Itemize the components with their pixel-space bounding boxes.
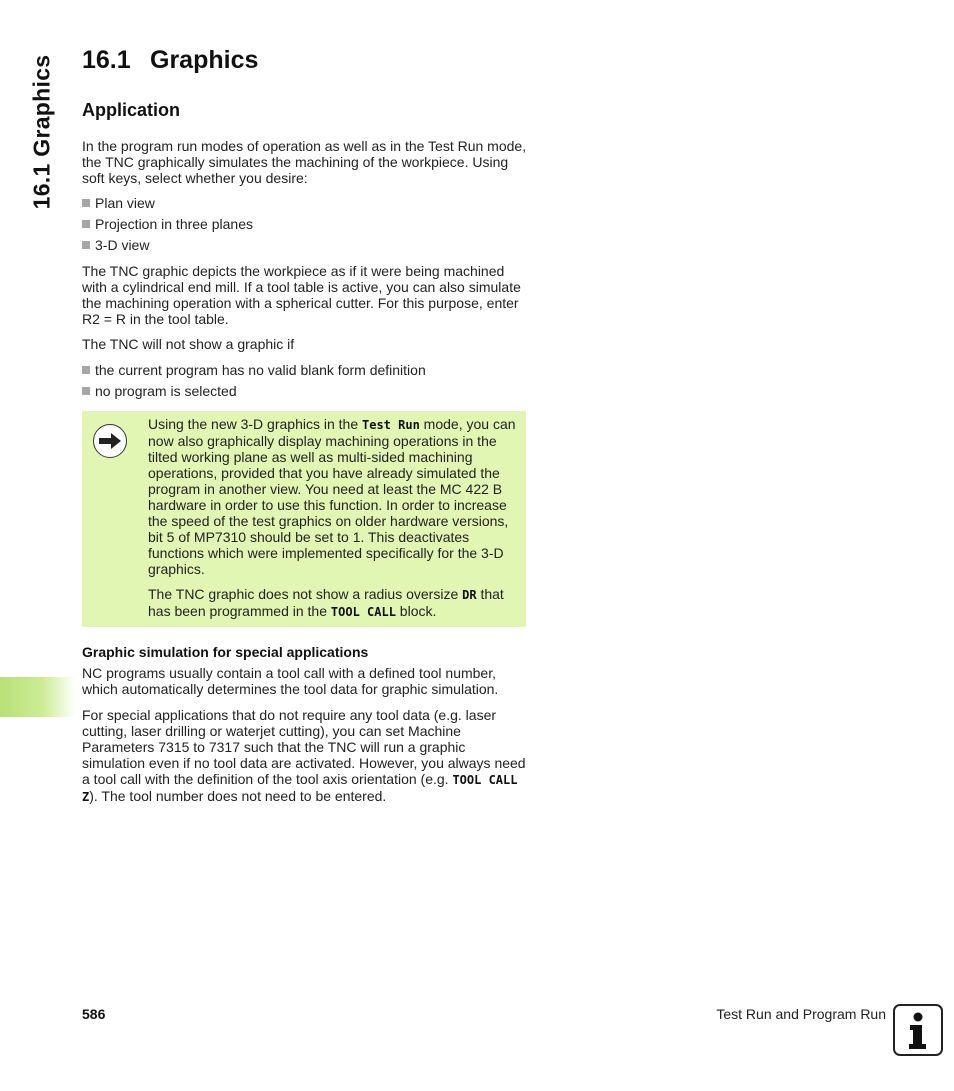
info-icon: [893, 1004, 943, 1056]
depiction-paragraph: The TNC graphic depicts the workpiece as if it were being machined with a cylindrical end mill. If a tool table is active, you can also simulate the machining operation with a spherical cutter. For this purpose, enter R2 = R in the tool table.: [82, 263, 521, 327]
chapter-title: Test Run and Program Run: [716, 1006, 886, 1022]
code-tool-call-z: TOOL CALL Z: [82, 773, 518, 804]
arrow-right-icon: [93, 424, 127, 458]
chapter-side-tab: [26, 44, 58, 220]
intro-paragraph: In the program run modes of operation as well as in the Test Run mode, the TNC graphically simulates the machining of the workpiece. Using soft keys, select whether you desire:: [82, 138, 527, 186]
bullet-square-icon: [82, 366, 90, 374]
list-item: Projection in three planes: [82, 216, 253, 232]
chapter-side-tab-label: 16.1 Graphics: [28, 54, 55, 210]
page-title: [82, 46, 258, 75]
code-tool-call: TOOL CALL: [330, 605, 396, 619]
special-paragraph-1: NC programs usually contain a tool call with a defined tool number, which automatically determines the tool data for graphic simulation.: [82, 665, 499, 697]
soft-key-test-run: Test Run: [362, 418, 420, 432]
note-box: [82, 411, 526, 627]
list-item: Plan view: [82, 195, 155, 211]
no-graphic-intro: The TNC will not show a graphic if: [82, 336, 295, 352]
bullet-square-icon: [82, 387, 90, 395]
note-paragraph-radius-oversize: The TNC graphic does not show a radius oversize DR that has been programmed in the TOOL CALL block.: [148, 586, 504, 619]
section-title: Graphics: [150, 46, 259, 74]
bullet-square-icon: [82, 220, 90, 228]
bullet-square-icon: [82, 199, 90, 207]
application-heading: Application: [82, 100, 180, 120]
special-applications-heading: Graphic simulation for special applications: [82, 644, 369, 660]
note-paragraph-3d-graphics: Using the new 3-D graphics in the Test Run mode, you can now also graphically display machining operations in the tilted working plane as well as multi-sided machining operations, provided that you have already simulated the program in another view. You need at least the MC 422 B hardware in order to use this function. In order to increase the speed of the test graphics on older hardware versions, bit 5 of MP7310 should be set to 1. This deactivates functions which were implemented specifically for the 3-D graphics.: [148, 416, 516, 577]
list-item: no program is selected: [82, 383, 237, 399]
section-number: 16.1: [82, 46, 131, 74]
bullet-square-icon: [82, 241, 90, 249]
list-item: the current program has no valid blank form definition: [82, 362, 426, 378]
page-number: 586: [82, 1006, 106, 1022]
chapter-marker-tab: [0, 677, 76, 717]
code-dr: DR: [462, 588, 477, 602]
list-item: 3-D view: [82, 237, 149, 253]
special-paragraph-2: For special applications that do not require any tool data (e.g. laser cutting, laser drilling or waterjet cutting), you can set Machine Parameters 7315 to 7317 such that the TNC will run a graphic simulation even if no tool data are activated. However, you always need a tool call with the definition of the tool axis orientation (e.g. TOOL CALL Z). The tool number does not need to be entered.: [82, 707, 526, 804]
